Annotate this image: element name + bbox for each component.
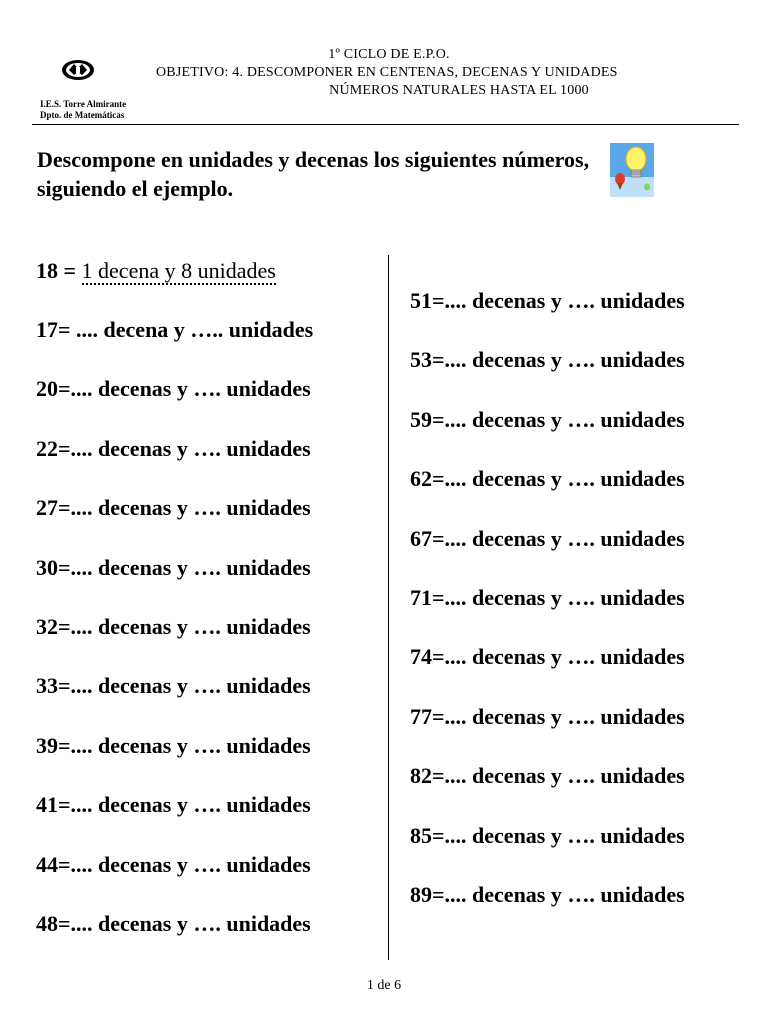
header-divider [32,124,739,125]
exercise-item: 67=.... decenas y …. unidades [410,525,685,551]
header-cycle: 1º CICLO DE E.P.O. [328,47,450,62]
exercise-item: 77=.... decenas y …. unidades [410,703,685,729]
exercise-item: 17= .... decena y ….. unidades [36,317,314,342]
exercise-item: 39=.... decenas y …. unidades [36,732,311,758]
worked-example [36,258,276,284]
exercise-item: 51=.... decenas y …. unidades [410,288,685,313]
exercise-item: 71=.... decenas y …. unidades [410,585,685,610]
department-name: Dpto. de Matemáticas [40,110,125,120]
example-prefix: 18 = [36,258,82,283]
exercise-item: 62=.... decenas y …. unidades [410,466,685,492]
exercise-item: 33=.... decenas y …. unidades [36,673,311,699]
exercise-item: 74=.... decenas y …. unidades [410,644,685,670]
exercise-item: 32=.... decenas y …. unidades [36,614,311,639]
lightbulb-balloon-icon [610,143,654,197]
header-topic: NÚMEROS NATURALES HASTA EL 1000 [329,83,589,98]
instruction-text: Descompone en unidades y decenas los siguientes números, siguiendo el ejemplo. [37,147,590,201]
exercise-item: 22=.... decenas y …. unidades [36,435,311,461]
exercise-item: 53=.... decenas y …. unidades [410,347,685,373]
header-objective: OBJETIVO: 4. DESCOMPONER EN CENTENAS, DECENAS Y UNIDADES [156,65,618,80]
exercise-item: 20=.... decenas y …. unidades [36,376,311,402]
school-name: I.E.S. Torre Almirante [40,99,127,109]
page-indicator: 1 de 6 [366,978,402,993]
example-answer: 1 decena y 8 unidades [81,258,276,283]
exercise-item: 41=.... decenas y …. unidades [36,792,311,818]
exercise-item: 59=.... decenas y …. unidades [410,406,685,432]
school-info [40,99,126,121]
column-divider [388,255,389,960]
exercise-item: 30=.... decenas y …. unidades [36,554,311,580]
exercise-item: 89=.... decenas y …. unidades [410,882,685,907]
exercise-item: 82=.... decenas y …. unidades [410,763,685,789]
exercise-item: 85=.... decenas y …. unidades [410,822,685,848]
exercise-item: 44=.... decenas y …. unidades [36,851,311,877]
exercise-item: 27=.... decenas y …. unidades [36,495,311,521]
exercise-item: 48=.... decenas y …. unidades [36,911,311,936]
